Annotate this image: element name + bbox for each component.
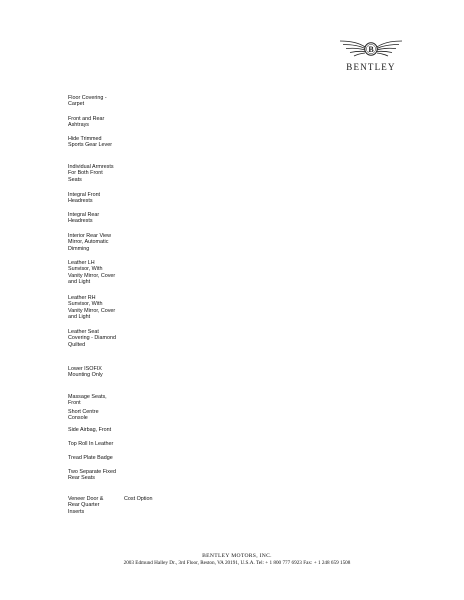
feature-label: Interior Rear View Mirror, Automatic Dimming	[68, 233, 112, 252]
bentley-logo	[338, 36, 404, 76]
footer-company: BENTLEY MOTORS, INC.	[202, 553, 272, 559]
feature-label: Front and Rear Ashtrays	[68, 116, 105, 129]
winged-b-logo-icon	[338, 36, 404, 60]
feature-label: Two Separate Fixed Rear Seats	[68, 469, 116, 482]
feature-label: Leather Seat Covering - Diamond Quilted	[68, 329, 116, 348]
feature-label: Short Centre Console	[68, 409, 99, 422]
feature-label: Top Roll In Leather	[68, 441, 114, 447]
feature-label: Tread Plate Badge	[68, 455, 113, 461]
feature-label: Lower ISOFIX Mounting Only	[68, 366, 103, 379]
feature-label: Individual Armrests For Both Front Seats	[68, 164, 114, 183]
feature-label: Integral Rear Headrests	[68, 212, 100, 225]
feature-value: Cost Option	[124, 496, 153, 502]
feature-label: Floor Covering - Carpet	[68, 95, 107, 108]
feature-label: Leather LH Sunvisor, With Vanity Mirror, Cover and Light	[68, 260, 116, 286]
page-footer	[0, 553, 464, 567]
feature-label: Veneer Door & Rear Quarter Inserts	[68, 496, 104, 515]
brand-wordmark: BENTLEY	[346, 62, 396, 72]
feature-label: Massage Seats, Front	[68, 394, 107, 407]
feature-label: Side Airbag, Front	[68, 427, 112, 433]
feature-label: Leather RH Sunvisor, With Vanity Mirror, Cover and Light	[68, 295, 116, 321]
footer-address: 2003 Edmund Halley Dr., 3rd Floor, Reston, VA 20191, U.S.A. Tel: + 1 800 777 6923 Fax: + 1 248 659 1508	[123, 560, 351, 566]
feature-label: Hide Trimmed Sports Gear Lever	[68, 136, 113, 149]
svg-text:B: B	[368, 44, 374, 54]
feature-label: Integral Front Headrests	[68, 192, 101, 205]
